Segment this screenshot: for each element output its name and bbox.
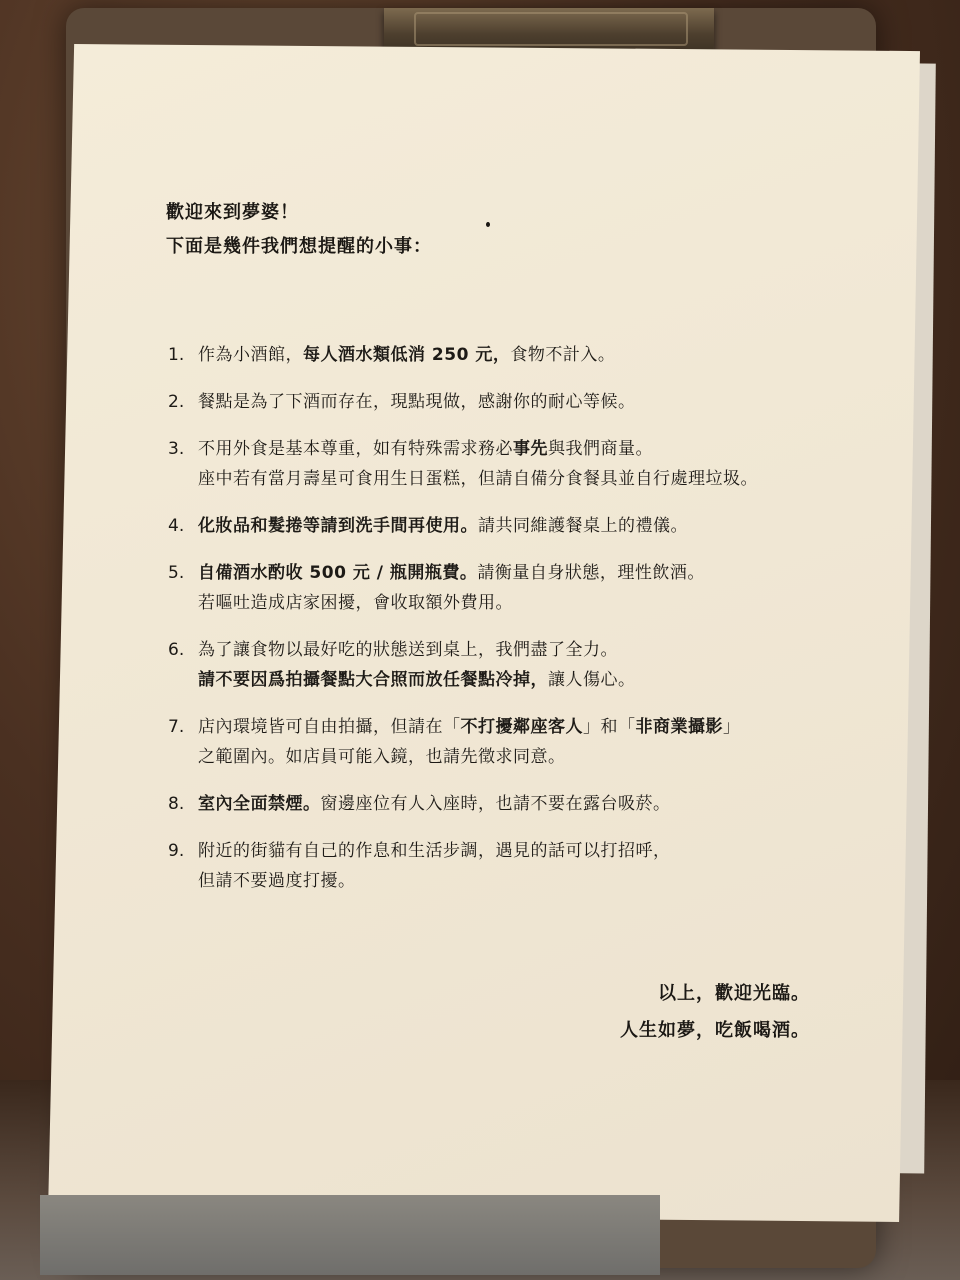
rule-line <box>198 742 741 772</box>
rule-segment: 座中若有當月壽星可食用生日蛋糕，但請自備分食餐具並自行處理垃圾。 <box>198 469 758 489</box>
rule-line <box>198 588 705 618</box>
rule-segment: 店內環境皆可自由拍攝，但請在「 <box>198 717 461 737</box>
rule-item <box>168 387 838 417</box>
heading-line-intro: 下面是幾件我們想提醒的小事： <box>166 236 432 257</box>
rule-emphasis: 事先 <box>513 439 548 459</box>
rule-number: 7. <box>168 717 185 737</box>
rule-line <box>198 387 636 417</box>
rule-number: 4. <box>168 516 185 536</box>
rule-line <box>198 558 705 588</box>
rule-segment: 請衡量自身狀態，理性飲酒。 <box>477 563 705 583</box>
rule-segment: 附近的街貓有自己的作息和生活步調，遇見的話可以打招呼， <box>198 841 671 861</box>
rule-number: 1. <box>168 345 185 365</box>
rule-emphasis: 自備酒水酌收 500 元 / 瓶開瓶費。 <box>198 563 478 583</box>
rule-text <box>198 387 636 417</box>
rule-line <box>198 866 671 896</box>
rule-item <box>168 558 838 618</box>
closing-line-welcome: 以上，歡迎光臨。 <box>658 983 810 1004</box>
rule-text <box>198 434 758 494</box>
rule-number: 3. <box>168 439 185 459</box>
rule-item <box>168 511 838 541</box>
rule-segment: 與我們商量。 <box>548 439 653 459</box>
rule-segment: 讓人傷心。 <box>548 670 636 690</box>
cloth-under-paper <box>40 1195 660 1275</box>
rule-segment: 但請不要過度打擾。 <box>198 871 356 891</box>
rule-line <box>198 511 688 541</box>
rule-emphasis: 非商業攝影 <box>635 717 723 737</box>
rule-segment: 食物不計入。 <box>510 345 616 365</box>
rule-text <box>198 558 705 618</box>
rule-segment: 」和「 <box>583 717 636 737</box>
rule-segment: 作為小酒館， <box>198 345 303 365</box>
rule-line <box>198 434 758 464</box>
rule-text <box>198 712 741 772</box>
rule-segment: 若嘔吐造成店家困擾，會收取額外費用。 <box>198 593 513 613</box>
heading-line-welcome: 歡迎來到夢婆！ <box>166 202 299 223</box>
rule-text <box>198 511 688 541</box>
notice-heading <box>166 196 432 264</box>
rule-number: 2. <box>168 392 185 412</box>
rule-emphasis: 不打擾鄰座客人 <box>460 717 583 737</box>
rule-number: 6. <box>168 640 185 660</box>
rule-item <box>168 836 838 896</box>
rule-segment: 」 <box>723 717 741 737</box>
rule-line <box>198 635 636 665</box>
rule-item <box>168 635 838 695</box>
rule-segment: 餐點是為了下酒而存在，現點現做，感謝你的耐心等候。 <box>198 392 636 412</box>
rule-line <box>198 789 671 819</box>
rule-segment: 為了讓食物以最好吃的狀態送到桌上，我們盡了全力。 <box>198 640 618 660</box>
closing-line-motto: 人生如夢，吃飯喝酒。 <box>620 1020 810 1041</box>
rule-number: 5. <box>168 563 185 583</box>
rule-segment: 窗邊座位有人入座時，也請不要在露台吸菸。 <box>320 794 671 814</box>
rule-item <box>168 434 838 494</box>
ink-dot <box>486 222 490 227</box>
rules-list <box>168 340 838 913</box>
rule-item <box>168 712 838 772</box>
rule-line <box>198 665 636 695</box>
rule-line <box>198 836 671 866</box>
rule-segment: 不用外食是基本尊重，如有特殊需求務必 <box>198 439 513 459</box>
rule-segment: 請共同維護餐桌上的禮儀。 <box>478 516 688 536</box>
rule-segment: 之範圍內。如店員可能入鏡，也請先徵求同意。 <box>198 747 566 767</box>
rule-number: 9. <box>168 841 185 861</box>
rule-item <box>168 789 838 819</box>
rule-emphasis: 化妝品和髮捲等請到洗手間再使用。 <box>198 516 478 536</box>
rule-text <box>198 836 671 896</box>
rule-line <box>198 712 741 742</box>
rule-emphasis: 每人酒水類低消 250 元， <box>303 345 511 365</box>
rule-number: 8. <box>168 794 185 814</box>
rule-emphasis: 室內全面禁煙。 <box>198 794 321 814</box>
closing-lines <box>620 975 810 1049</box>
rule-emphasis: 請不要因爲拍攝餐點大合照而放任餐點冷掉， <box>198 670 548 690</box>
rule-text <box>198 340 615 370</box>
rule-text <box>198 789 671 819</box>
rule-line <box>198 464 758 494</box>
rule-line <box>198 340 615 370</box>
rule-text <box>198 635 636 695</box>
rule-item <box>168 340 838 370</box>
